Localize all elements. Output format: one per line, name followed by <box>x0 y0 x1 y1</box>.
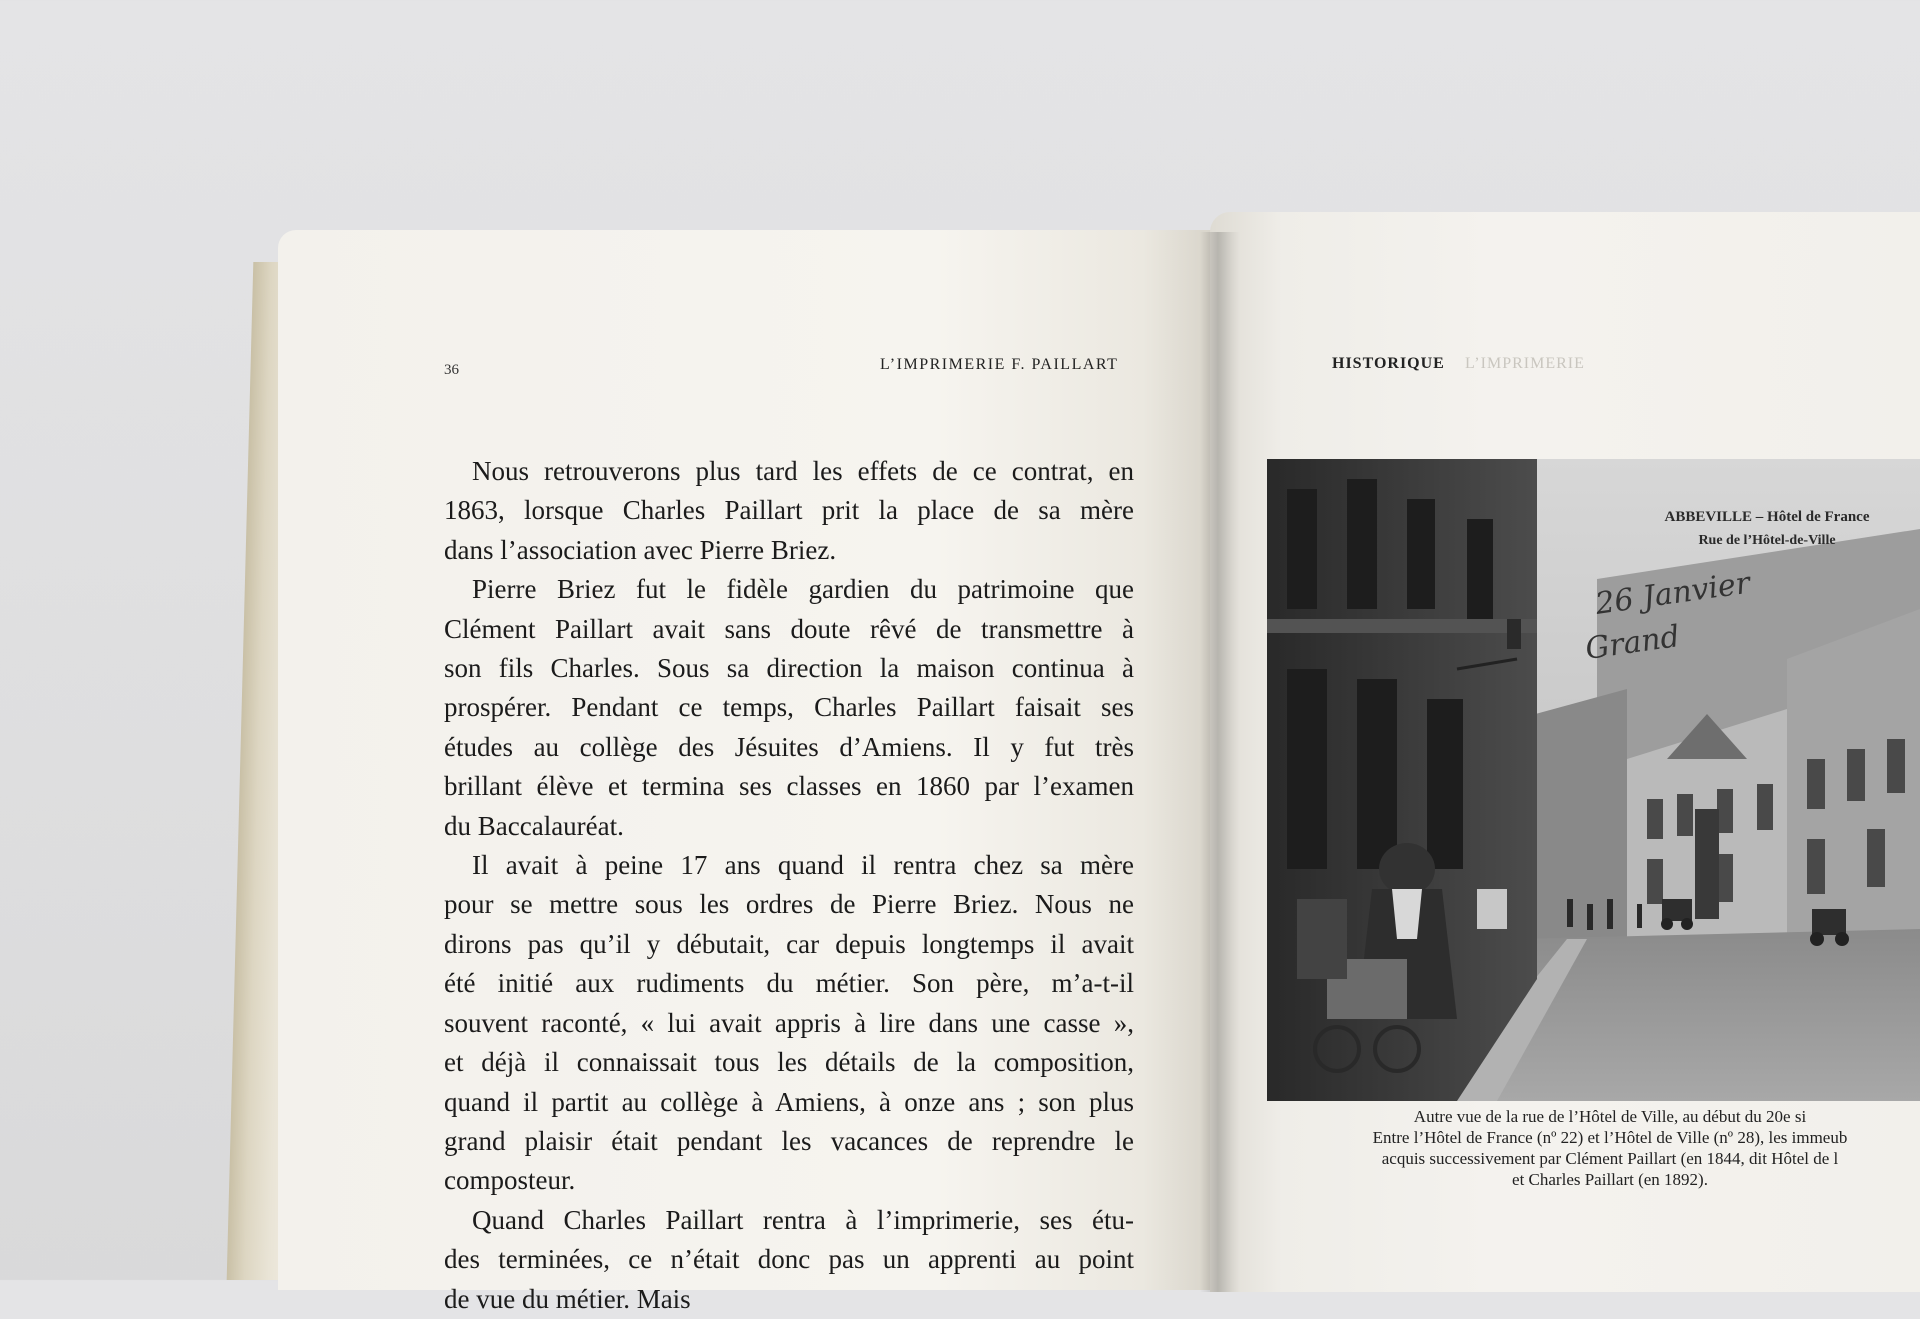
text-line: dirons pas qu’il y débutait, car depuis longtemps il avait <box>444 928 1134 959</box>
postcard-handwriting-1: 26 Janvier <box>1593 565 1753 622</box>
caption-line: et Charles Paillart (en 1892). <box>1512 1170 1708 1189</box>
text-line: grand plaisir était pendant les vacances de reprendre le <box>444 1125 1134 1156</box>
text-line: Clément Paillart avait sans doute rêvé de transmettre à <box>444 613 1134 644</box>
postcard-title-line1: ABBEVILLE – Hôtel de France <box>1664 509 1870 525</box>
text-line: 1863, lorsque Charles Paillart prit la place de sa mère <box>444 495 1134 526</box>
text-line: Quand Charles Paillart rentra à l’imprimerie, ses étu- <box>472 1204 1134 1235</box>
text-line: son fils Charles. Sous sa direction la maison continua à <box>444 653 1134 684</box>
text-line: du Baccalauréat. <box>444 810 624 841</box>
text-line: et déjà il connaissait tous les détails de la composition, <box>444 1047 1134 1078</box>
running-head-left: L’IMPRIMERIE F. PAILLART <box>880 356 1119 373</box>
text-line: Il avait à peine 17 ans quand il rentra chez sa mère <box>472 850 1134 881</box>
show-through-running-head: L’IMPRIMERIE <box>1465 355 1585 372</box>
text-line: des terminées, ce n’était donc pas un apprenti au point <box>444 1244 1134 1275</box>
body-text <box>444 452 1134 1319</box>
text-line: dans l’association avec Pierre Briez. <box>444 534 837 565</box>
postcard-title-line2: Rue de l’Hôtel-de-Ville <box>1698 533 1836 548</box>
text-line: études au collège des Jésuites d’Amiens. Il y fut très <box>444 731 1134 762</box>
caption-line: acquis successivement par Clément Paillart (en 1844, dit Hôtel de l <box>1381 1149 1839 1168</box>
photo-caption <box>1300 1106 1920 1190</box>
text-line: composteur. <box>444 1165 576 1196</box>
text-line: été initié aux rudiments du métier. Son père, m’a-t-il <box>444 968 1134 999</box>
book-gutter-shadow <box>1200 232 1240 1292</box>
running-head-right: HISTORIQUE <box>1332 355 1445 372</box>
postcard-photo <box>1267 459 1920 1101</box>
text-line: souvent raconté, « lui avait appris à lire dans une casse », <box>444 1007 1134 1038</box>
text-line: prospérer. Pendant ce temps, Charles Paillart faisait ses <box>444 692 1134 723</box>
page-number: 36 <box>444 362 459 378</box>
text-line: Pierre Briez fut le fidèle gardien du patrimoine que <box>472 574 1134 605</box>
text-line: pour se mettre sous les ordres de Pierre Briez. Nous ne <box>444 889 1134 920</box>
caption-line: Entre l’Hôtel de France (nº 22) et l’Hôtel de Ville (nº 28), les immeub <box>1372 1128 1848 1147</box>
text-line: de vue du métier. Mais <box>444 1283 691 1314</box>
text-line: Nous retrouverons plus tard les effets de ce contrat, en <box>472 456 1134 486</box>
text-line: quand il partit au collège à Amiens, à onze ans ; son plus <box>444 1086 1134 1117</box>
text-line: brillant élève et termina ses classes en 1860 par l’examen <box>444 771 1134 802</box>
postcard-handwriting-2: Grand <box>1583 619 1682 667</box>
caption-line: Autre vue de la rue de l’Hôtel de Ville, au début du 20e si <box>1413 1107 1807 1126</box>
